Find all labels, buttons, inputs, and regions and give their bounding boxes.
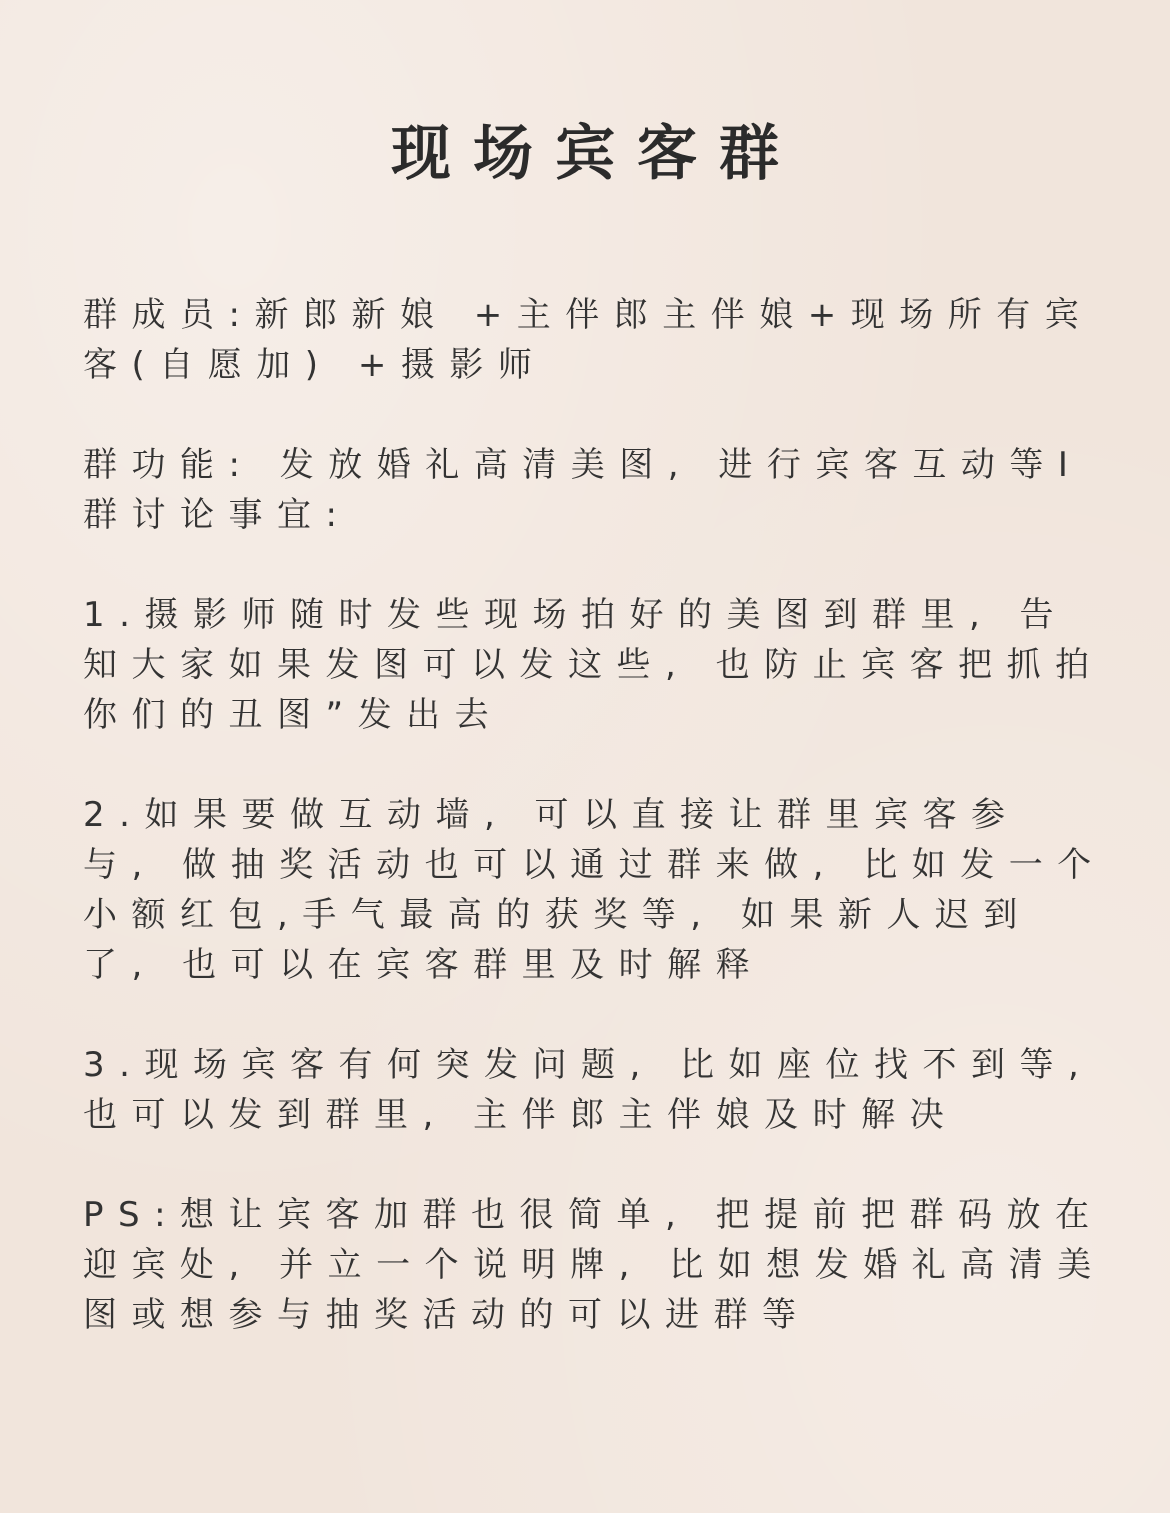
article-body xyxy=(83,290,1113,1390)
paragraph-item-1: 1.摄影师随时发些现场拍好的美图到群里, 告知大家如果发图可以发这些, 也防止宾客把抓拍你们的丑图”发出去 xyxy=(83,595,1104,735)
page-title: 现场宾客群 xyxy=(391,119,801,189)
paragraph-ps: PS:想让宾客加群也很简单, 把提前把群码放在迎宾处, 并立一个说明牌, 比如想发婚礼高清美图或想参与抽奖活动的可以进群等 xyxy=(83,1195,1106,1335)
paragraph-members: 群成员:新郎新娘 +主伴郎主伴娘+现场所有宾客(自愿加) +摄影师 xyxy=(83,295,1094,385)
paragraph-item-3: 3.现场宾客有何突发问题, 比如座位找不到等,也可以发到群里, 主伴郎主伴娘及时解决 xyxy=(83,1045,1094,1135)
paragraph-functions: 群功能: 发放婚礼高清美图, 进行宾客互动等I群讨论事宜: xyxy=(83,445,1083,535)
paragraph-item-2: 2.如果要做互动墙, 可以直接让群里宾客参 与, 做抽奖活动也可以通过群来做, 比如发一个小额红包,手气最高的获奖等, 如果新人迟到 了, 也可以在宾客群里及时解释 xyxy=(83,795,1106,985)
